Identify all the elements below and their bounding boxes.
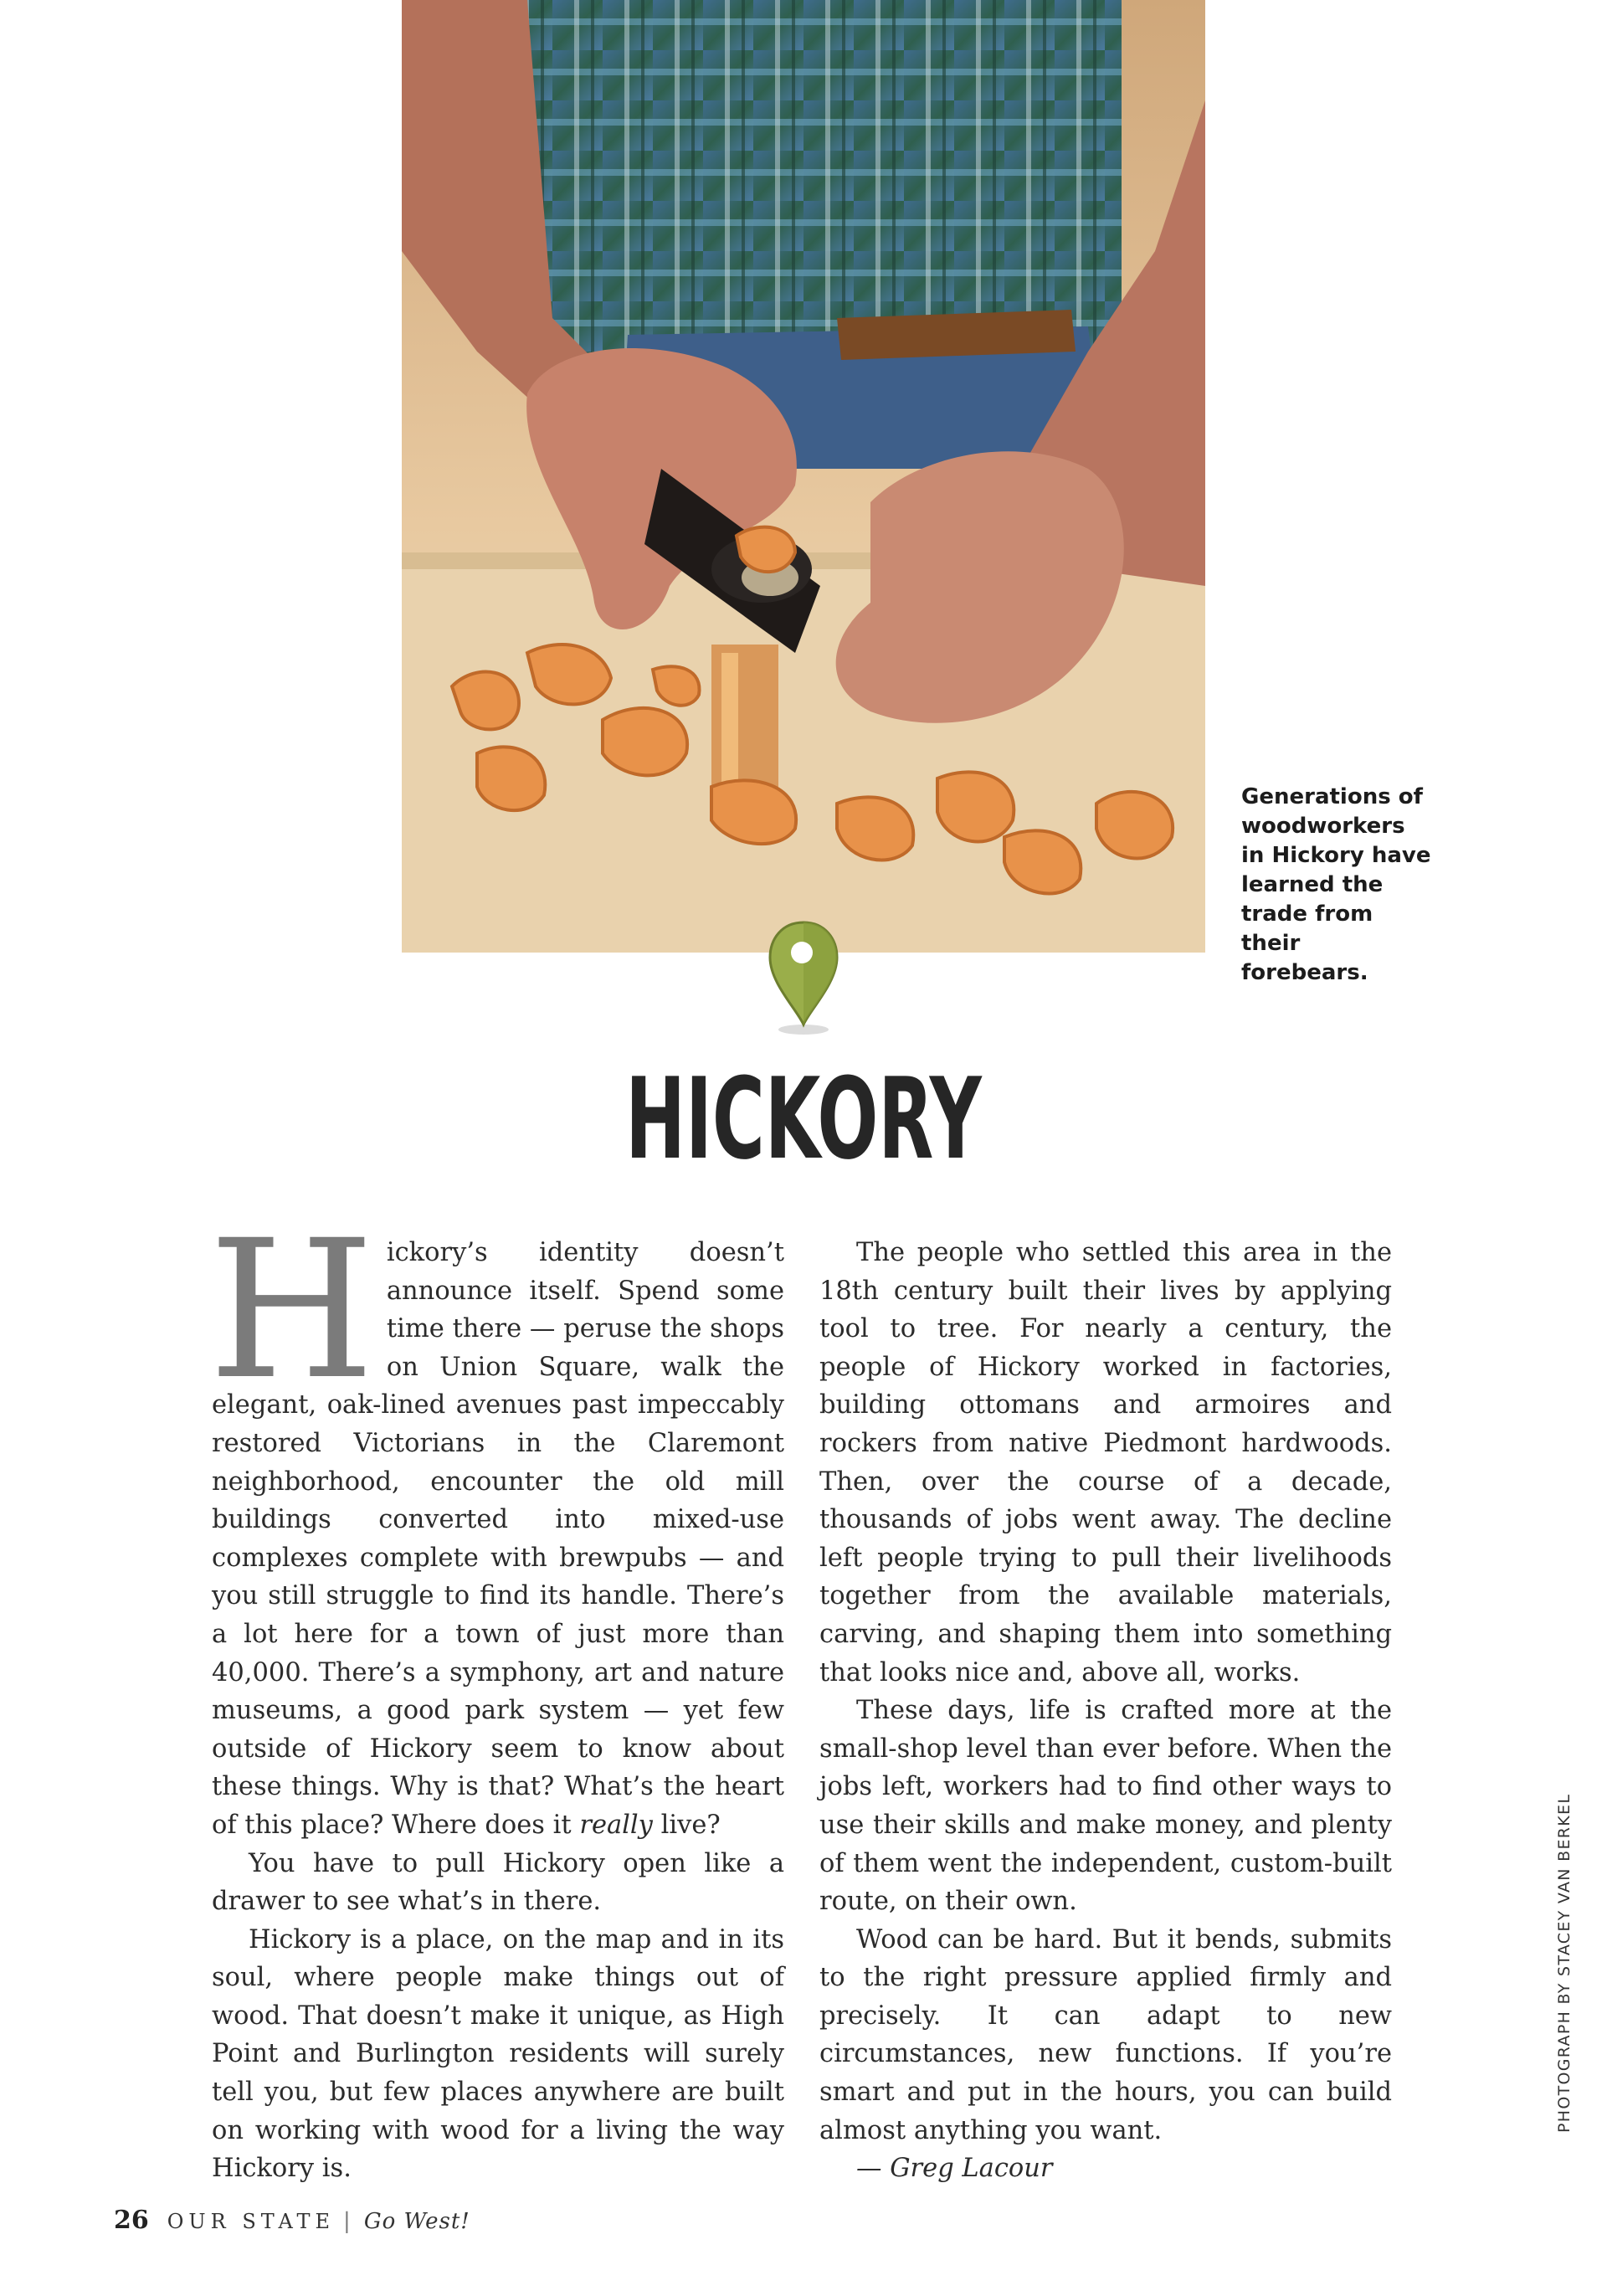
article-paragraph: Wood can be hard. But it bends, submits to the right pressure applied firmly and precisely. It can adapt to new circumstances, new functions. If you’re smart and put in the hours, you can build almost anything you want. <box>819 1924 1392 2145</box>
caption-line: in Hickory have <box>1241 843 1431 868</box>
photo-illustration <box>402 0 1205 953</box>
article-paragraph: Hickory is a place, on the map and in its soul, where people make things out of wood. That doesn’t make it unique, as High Point and Burlington residents will surely tell you, but few places anywhere are built on working with wood for a living the way Hickory is. <box>212 1924 784 2184</box>
article-paragraph: The people who settled this area in the 18th century built their lives by applying tool to tree. For nearly a century, the people of Hickory worked in factories, building ottomans and armoires and rockers from native Piedmont hardwoods. Then, over the course of a decade, thousands of jobs went away. The decline left people trying to pull their livelihoods together from the available materials, carving, and shaping them into something that looks nice and, above all, works. <box>819 1238 1392 1687</box>
article-title: HICKORY <box>625 1054 982 1184</box>
emphasis-text: really <box>579 1810 653 1840</box>
article-paragraph: You have to pull Hickory open like a drawer to see what’s in there. <box>212 1848 784 1917</box>
caption-line: Generations of <box>1241 784 1423 809</box>
paragraph-text: ickory’s identity doesn’t announce itself. Spend some time there — peruse the shops on Union Square, walk the elegant, oak-lined avenues past impeccably restored Victorians in the Claremont neighborhood, encounter the old mill buildings converted into mixed-use complexes complete with brewpubs — and you still struggle to find its handle. There’s a lot here for a town of just more than 40,000. There’s a symphony, art and nature museums, a good park system — yet few outside of Hickory seem to know about these things. Why is that? What’s the heart of this place? Where does it <box>212 1238 784 1840</box>
photo-caption <box>1241 783 1434 988</box>
publication-name: OUR STATE <box>167 2210 336 2233</box>
article-column-left <box>208 1199 784 2188</box>
byline: — Greg Lacour <box>856 2154 1053 2184</box>
caption-line: trade from their <box>1241 901 1373 956</box>
caption-line: forebears. <box>1241 960 1368 985</box>
caption-line: learned the <box>1241 872 1384 897</box>
page-footer <box>114 2206 470 2235</box>
photo-credit: PHOTOGRAPH BY STACEY VAN BERKEL <box>1555 1793 1574 2133</box>
article-column-right <box>819 1234 1392 2188</box>
footer-separator: | <box>343 2209 351 2234</box>
woodworking-photo <box>402 0 1205 953</box>
section-name: Go West! <box>363 2209 470 2234</box>
article-paragraph <box>208 1199 784 1845</box>
article-paragraph: These days, life is crafted more at the small-shop level than ever before. When the jobs left, workers had to find other ways to use their skills and make money, and plenty of them went the independent, custom-built route, on their own. <box>819 1696 1392 1917</box>
drop-cap: H <box>208 1199 375 1421</box>
map-pin-icon <box>763 919 844 1036</box>
caption-line: woodworkers <box>1241 814 1405 839</box>
paragraph-text: live? <box>652 1810 721 1840</box>
page-number: 26 <box>114 2206 149 2235</box>
